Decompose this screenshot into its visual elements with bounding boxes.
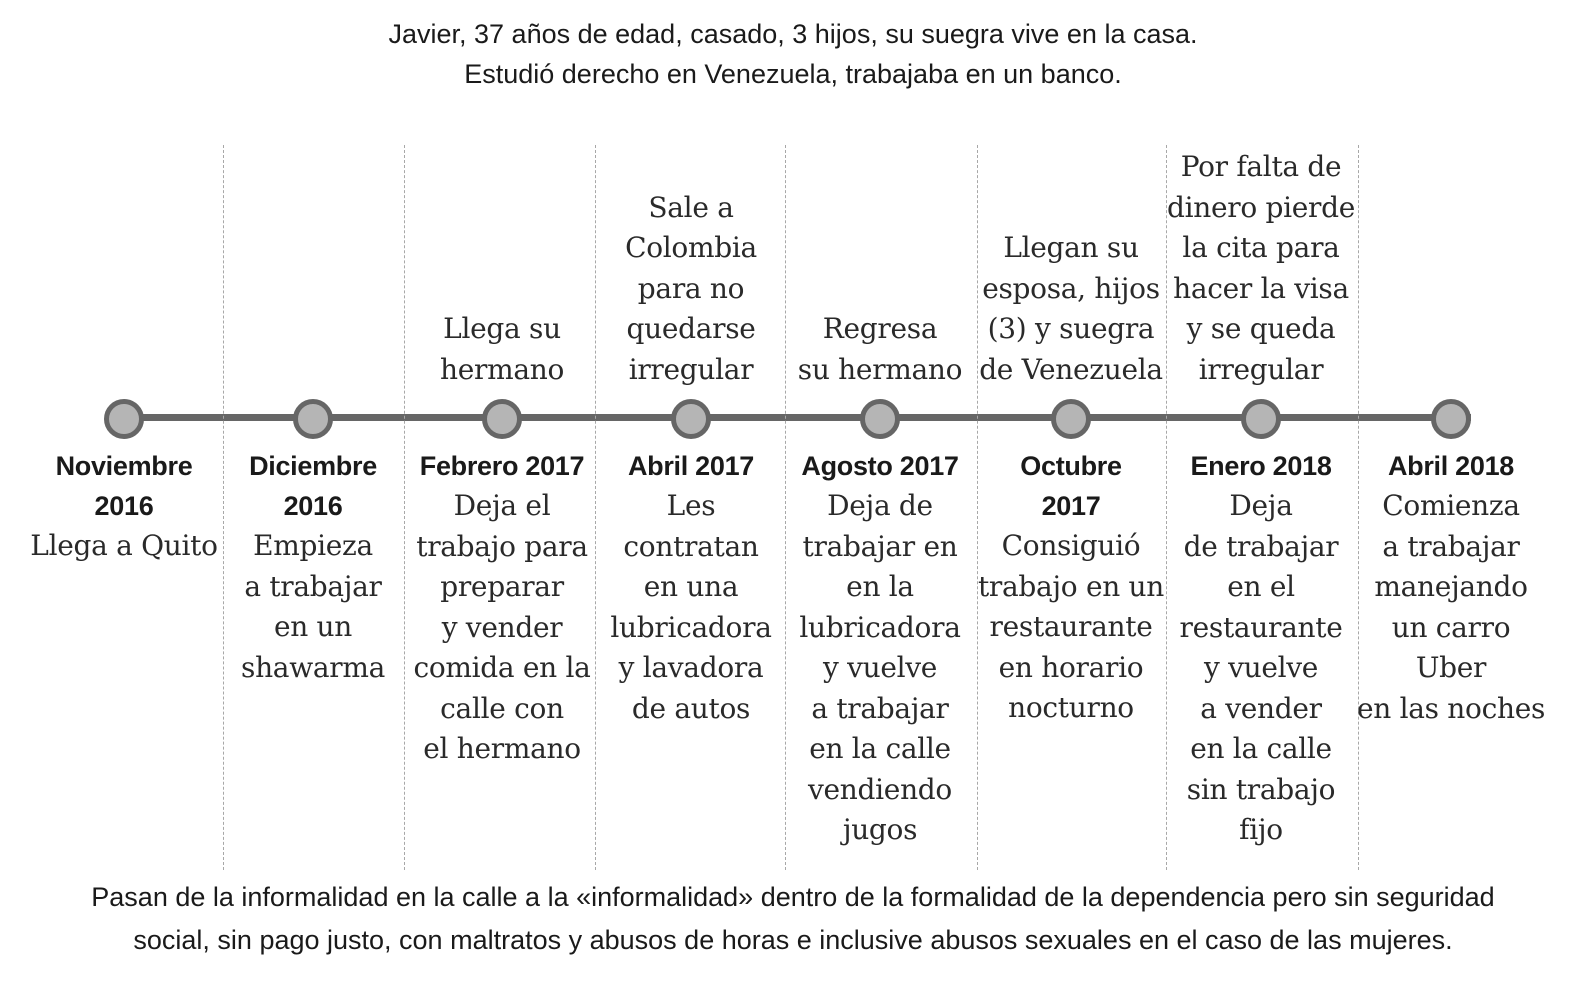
above-line: hermano bbox=[439, 352, 565, 386]
event-description-line: Llega a Quito bbox=[30, 529, 218, 562]
event-description-line: Deja de bbox=[827, 489, 933, 522]
above-line: quedarse bbox=[626, 312, 756, 345]
event-description-line: el hermano bbox=[423, 732, 581, 765]
event-date: Agosto 2017 bbox=[801, 451, 959, 481]
column-divider bbox=[404, 145, 405, 870]
above-line: hacer la visa bbox=[1173, 271, 1349, 305]
event-description-line: a trabajar bbox=[244, 569, 382, 603]
event-description-line: shawarma bbox=[241, 650, 385, 684]
event-description-line: calle con bbox=[440, 691, 564, 725]
event-date: Abril 2018 bbox=[1387, 451, 1515, 481]
event-description-line: en la calle bbox=[809, 732, 951, 765]
above-line: su hermano bbox=[797, 352, 963, 386]
event-description-line: lubricadora bbox=[610, 610, 772, 644]
event-date: Enero 2018 bbox=[1190, 451, 1332, 481]
event-above-text-abr2017 bbox=[625, 188, 757, 391]
above-line: irregular bbox=[1198, 352, 1324, 386]
event-date: 2016 bbox=[283, 491, 343, 521]
event-description-line: a trabajar bbox=[1382, 529, 1520, 563]
event-below-abr2017 bbox=[610, 446, 771, 729]
event-description-line: restaurante bbox=[989, 610, 1153, 643]
event-description-line: en horario bbox=[998, 650, 1144, 684]
footer-line-1: Pasan de la informalidad en la calle a la «informalidad» dentro de la formalidad de la dependencia pero sin seguridad bbox=[91, 882, 1495, 912]
above-line: Sale a bbox=[648, 190, 734, 224]
event-date: Diciembre bbox=[249, 451, 377, 481]
event-below-dic2016 bbox=[241, 446, 385, 688]
event-description-line: en las noches bbox=[1356, 691, 1546, 725]
timeline-dot-ene2018 bbox=[1241, 399, 1281, 439]
event-description-line: restaurante bbox=[1179, 610, 1343, 644]
event-description-line: vendiendo bbox=[808, 772, 952, 806]
event-description-line: fijo bbox=[1239, 813, 1283, 846]
event-description-line: manejando bbox=[1374, 570, 1528, 603]
event-above-text-ago2017 bbox=[798, 309, 962, 390]
event-description-line: Deja bbox=[1229, 489, 1293, 522]
timeline-dot-oct2017 bbox=[1051, 399, 1091, 439]
event-date: 2017 bbox=[1041, 491, 1101, 521]
event-description-line: Consiguió bbox=[1001, 529, 1141, 562]
event-description-line: comida en la bbox=[413, 651, 591, 684]
event-description-line: y vuelve bbox=[822, 651, 938, 684]
above-line: Colombia bbox=[625, 231, 757, 264]
event-above-text-ene2018 bbox=[1167, 147, 1355, 390]
event-below-oct2017 bbox=[978, 446, 1164, 729]
event-description-line: preparar bbox=[440, 570, 564, 603]
timeline-dot-abr2017 bbox=[671, 399, 711, 439]
timeline-dot-feb2017 bbox=[482, 399, 522, 439]
footer-line-2: social, sin pago justo, con maltratos y abusos de horas e inclusive abusos sexuales en el caso de las mujeres. bbox=[133, 925, 1453, 955]
event-description-line: a vender bbox=[1200, 691, 1322, 725]
above-line: irregular bbox=[628, 352, 754, 386]
event-above-text-feb2017 bbox=[440, 309, 564, 390]
above-line: Llega su bbox=[443, 312, 561, 345]
event-description-line: trabajo en un bbox=[977, 569, 1165, 603]
event-description-line: Empieza bbox=[253, 529, 373, 562]
header-line-2: Estudió derecho en Venezuela, trabajaba en un banco. bbox=[464, 59, 1122, 89]
event-below-abr2018 bbox=[1357, 446, 1545, 729]
event-description-line: a trabajar bbox=[811, 691, 949, 725]
event-description-line: en una bbox=[643, 570, 739, 603]
event-description-line: trabajar en bbox=[802, 529, 958, 563]
event-description-line: y lavadora bbox=[618, 651, 764, 684]
above-line: y se queda bbox=[1186, 312, 1336, 345]
event-description-line: lubricadora bbox=[799, 610, 961, 644]
event-description-line: contratan bbox=[623, 529, 759, 563]
event-below-ene2018 bbox=[1180, 446, 1343, 851]
header-line-1: Javier, 37 años de edad, casado, 3 hijos, su suegra vive en la casa. bbox=[388, 19, 1198, 49]
footer bbox=[0, 876, 1586, 962]
event-description-line: de trabajar bbox=[1183, 529, 1339, 563]
above-line: esposa, hijos bbox=[982, 271, 1160, 305]
above-line: la cita para bbox=[1182, 231, 1340, 264]
event-date: Noviembre bbox=[55, 451, 193, 481]
event-description-line: un carro bbox=[1391, 610, 1511, 644]
above-line: Regresa bbox=[822, 312, 938, 345]
above-line: dinero pierde bbox=[1166, 190, 1356, 224]
event-description-line: jugos bbox=[842, 813, 918, 846]
above-line: (3) y suegra bbox=[987, 312, 1155, 345]
event-description-line: Les bbox=[666, 489, 716, 522]
event-below-nov2016 bbox=[30, 446, 217, 567]
event-description-line: trabajo para bbox=[416, 529, 588, 563]
event-date: Abril 2017 bbox=[627, 451, 755, 481]
event-above-text-oct2017 bbox=[979, 228, 1163, 390]
event-below-ago2017 bbox=[799, 446, 960, 851]
above-line: de Venezuela bbox=[979, 352, 1163, 386]
event-description-line: Uber bbox=[1415, 651, 1487, 684]
column-divider bbox=[595, 145, 596, 870]
event-date: 2016 bbox=[94, 491, 154, 521]
event-description-line: Deja el bbox=[453, 489, 551, 522]
event-description-line: en un bbox=[273, 610, 353, 643]
event-description-line: y vuelve bbox=[1203, 651, 1319, 684]
timeline-dot-nov2016 bbox=[104, 399, 144, 439]
event-description-line: y vender bbox=[441, 610, 563, 644]
event-date: Octubre bbox=[1020, 451, 1122, 481]
above-line: Llegan su bbox=[1003, 231, 1139, 264]
event-description-line: nocturno bbox=[1008, 691, 1134, 724]
column-divider bbox=[785, 145, 786, 870]
event-description-line: en el bbox=[1227, 570, 1295, 603]
event-description-line: de autos bbox=[631, 691, 751, 725]
event-description-line: en la bbox=[846, 570, 914, 603]
event-description-line: Comienza bbox=[1382, 489, 1520, 522]
timeline-dot-ago2017 bbox=[860, 399, 900, 439]
event-date: Febrero 2017 bbox=[419, 451, 585, 481]
above-line: Por falta de bbox=[1180, 150, 1342, 183]
above-line: para no bbox=[637, 271, 745, 305]
column-divider bbox=[223, 145, 224, 870]
event-below-feb2017 bbox=[413, 446, 590, 770]
timeline-dot-abr2018 bbox=[1431, 399, 1471, 439]
event-description-line: en la calle bbox=[1190, 732, 1332, 765]
event-description-line: sin trabajo bbox=[1186, 772, 1336, 806]
timeline-dot-dic2016 bbox=[293, 399, 333, 439]
